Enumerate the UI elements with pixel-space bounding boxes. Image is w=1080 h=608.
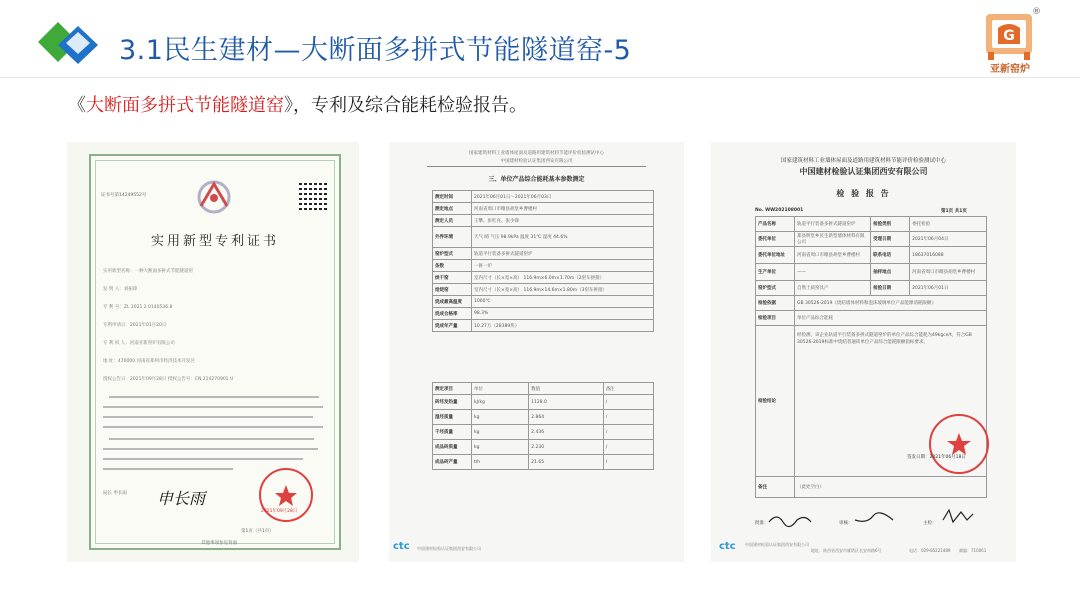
inspection-seal <box>929 414 989 474</box>
certificate-frame <box>89 154 341 550</box>
table-row: 测定时间 2021年06月01日～2021年06月03日 <box>433 191 654 203</box>
subtitle-open-quote: 《 <box>68 95 86 116</box>
cert-line: 授权公告日：2021年09月28日 授权公告号：CN 214270901 U <box>103 377 234 382</box>
table-row: 烘干窑 室内尺寸（长×宽×高） 116.9m×6.0m×1.70m（2窑车拼接） <box>433 272 654 284</box>
director-signature: 申长雨 <box>157 489 206 508</box>
org-line-1: 国家建筑材料工业墙体屋面及道路用建筑材料节能评价检验测试中心 <box>469 151 604 156</box>
org-line-2: 中国建材检验认证集团西安有限公司 <box>500 159 573 164</box>
title-divider <box>0 77 1080 78</box>
cert-number: 证书号第14249552号 <box>101 193 147 198</box>
cert-line: 专利申请日：2021年01月20日 <box>103 323 167 328</box>
table-row: 干坯质量 kg 2.436 / <box>433 425 654 440</box>
table-row: 产品名称 轨道平行装备多拼式隧道窑炉 检验类别 委托检验 <box>756 217 987 232</box>
table-row: 测定地点 河南省周口市睢县胡堂乡曹楼村 <box>433 203 654 215</box>
page-number: 第1页 共1页 <box>941 209 967 214</box>
table-row: 烧成合格率 98.3% <box>433 308 654 320</box>
energy-parameter-report-image <box>389 142 684 562</box>
org-line-2: 中国建材检验认证集团西安有限公司 <box>799 166 928 176</box>
section-title: 三、单位产品综合能耗基本参数测定 <box>488 176 585 183</box>
table-row: 成品砖质量 kg 2.230 / <box>433 440 654 455</box>
table-row: 烧成最高温度 1000℃ <box>433 296 654 308</box>
cert-line: 专 利 号：ZL 2021 2 0140536.8 <box>103 305 173 310</box>
svg-text:G: G <box>1003 28 1015 44</box>
table-row: 湿坯质量 kg 2.864 / <box>433 410 654 425</box>
footer-address: 地址：陕西省西安市雁塔区长安南路6号 <box>811 548 882 553</box>
seal-star-icon <box>931 416 987 472</box>
ctc-logo: ctc <box>393 541 410 552</box>
issue-date: 签发日期：2021年06月18日 <box>907 455 966 460</box>
table-row: 窑炉型式 自然土质窑具产 检验日期 2021年06月01日 <box>756 281 987 296</box>
reviewer-label: 审核： <box>839 521 853 526</box>
cert-line: 发 明 人：刘振锋 <box>103 287 138 292</box>
table-row: 窑炉型式 轨道平行装备多拼式隧道窑炉 <box>433 248 654 260</box>
table-row: 备注 （此处空白） <box>756 477 987 498</box>
subtitle <box>68 91 527 117</box>
table-row: 检验依据 GB 30526-2019《烧结墙体材料和泡沫玻璃单位产品能源消耗限额》 <box>756 296 987 311</box>
signature-scribble <box>767 510 827 528</box>
table-row: 条数 一拼一炉 <box>433 260 654 272</box>
inspection-report-image <box>711 142 1016 562</box>
cert-line: 专 利 权 人：河南亚新窑炉有限公司 <box>103 341 175 346</box>
org-line-1: 国家建筑材料工业墙体屋面及道路用建筑材料节能评价检验测试中心 <box>780 158 946 164</box>
table-row: 焙烧窑 室内尺寸（长×宽×高） 116.9m×14.6m×1.80m（3窑车拼接） <box>433 284 654 296</box>
cert-line: 地 址：470000 河南省郑州市经济技术开发区 <box>103 359 196 364</box>
certificate-title: 实用新型专利证书 <box>150 234 279 249</box>
brand-name: 亚新窑炉 <box>990 64 1030 75</box>
patent-certificate-image <box>67 142 359 562</box>
signature-scribble <box>939 506 979 528</box>
title-diamond-logo <box>38 22 110 68</box>
table-row: 委托单位 郑县明堂乡民生新型墙体材料有限公司 受理日期 2021年06月04日 <box>756 232 987 247</box>
table-row: 砖坯发热量 kJ/kg 1128.0 / <box>433 395 654 410</box>
report-title: 检 验 报 告 <box>836 188 891 198</box>
signature-label: 局长 申长雨 <box>103 491 127 496</box>
table-row: 成品砖产量 t/h 21.65 / <box>433 455 654 470</box>
table-row: 检验结论 经检测，该企业轨道平行装备多拼式隧道窑炉的单位产品综合能耗为49kgce/t，符合GB 30526-2019标准中烧结普通砖单位产品综合能耗限额指标要求。 <box>756 326 987 477</box>
writer-label: 主检： <box>923 521 937 526</box>
footer-zip: 邮编：710061 <box>959 548 987 553</box>
table-row: 生产单位 —— 抽样地点 河南省周口市睢县胡堂乡曹楼村 <box>756 264 987 281</box>
signature-scribble <box>853 510 913 528</box>
table-row: 检验项目 单位产品综合能耗 <box>756 311 987 326</box>
subtitle-rest: 》，专利及综合能耗检验报告。 <box>284 95 527 116</box>
footer-company: 中国建材检验认证集团西安有限公司 <box>417 546 481 551</box>
table-row: 委托单位地址 河南省周口市睢县胡堂乡曹楼村 联系电话 18637016088 <box>756 247 987 264</box>
parameter-table <box>432 190 654 332</box>
qr-code <box>299 182 327 210</box>
page-mark: 第1页（共1页） <box>241 529 274 534</box>
table-row: 烧成年产量 10.27万（28389块） <box>433 320 654 332</box>
patent-emblem-icon <box>189 176 239 218</box>
subtitle-highlight: 大断面多拼式节能隧道窑 <box>86 95 284 116</box>
table-row: 外界环境 天气 晴 气压 98.9kPa 温度 31℃ 湿度 44.6% <box>433 227 654 248</box>
registered-mark: ® <box>1032 7 1041 17</box>
stamp-date: 2021年09月28日 <box>261 509 298 514</box>
page-title: 3.1民生建材—大断面多拼式节能隧道窑-5 <box>119 35 632 66</box>
cert-footer: 其他事项参见背面 <box>201 541 237 546</box>
measurement-table <box>432 382 654 470</box>
table-header-row: 测定项目 单位 数值 备注 <box>433 383 654 395</box>
ctc-logo: ctc <box>719 541 736 552</box>
footer-phone: 电话：029-85221489 <box>909 548 951 553</box>
cert-line: 实用新型名称：一种大断面多拼式节能隧道窑 <box>103 269 193 274</box>
approver-label: 批准： <box>755 521 769 526</box>
report-number: No. WW202108001 <box>755 208 804 213</box>
footer-company: 中国建材检验认证集团西安有限公司 <box>745 542 809 547</box>
table-row: 测定人员 王攀、彭红亮、张少锋 <box>433 215 654 227</box>
